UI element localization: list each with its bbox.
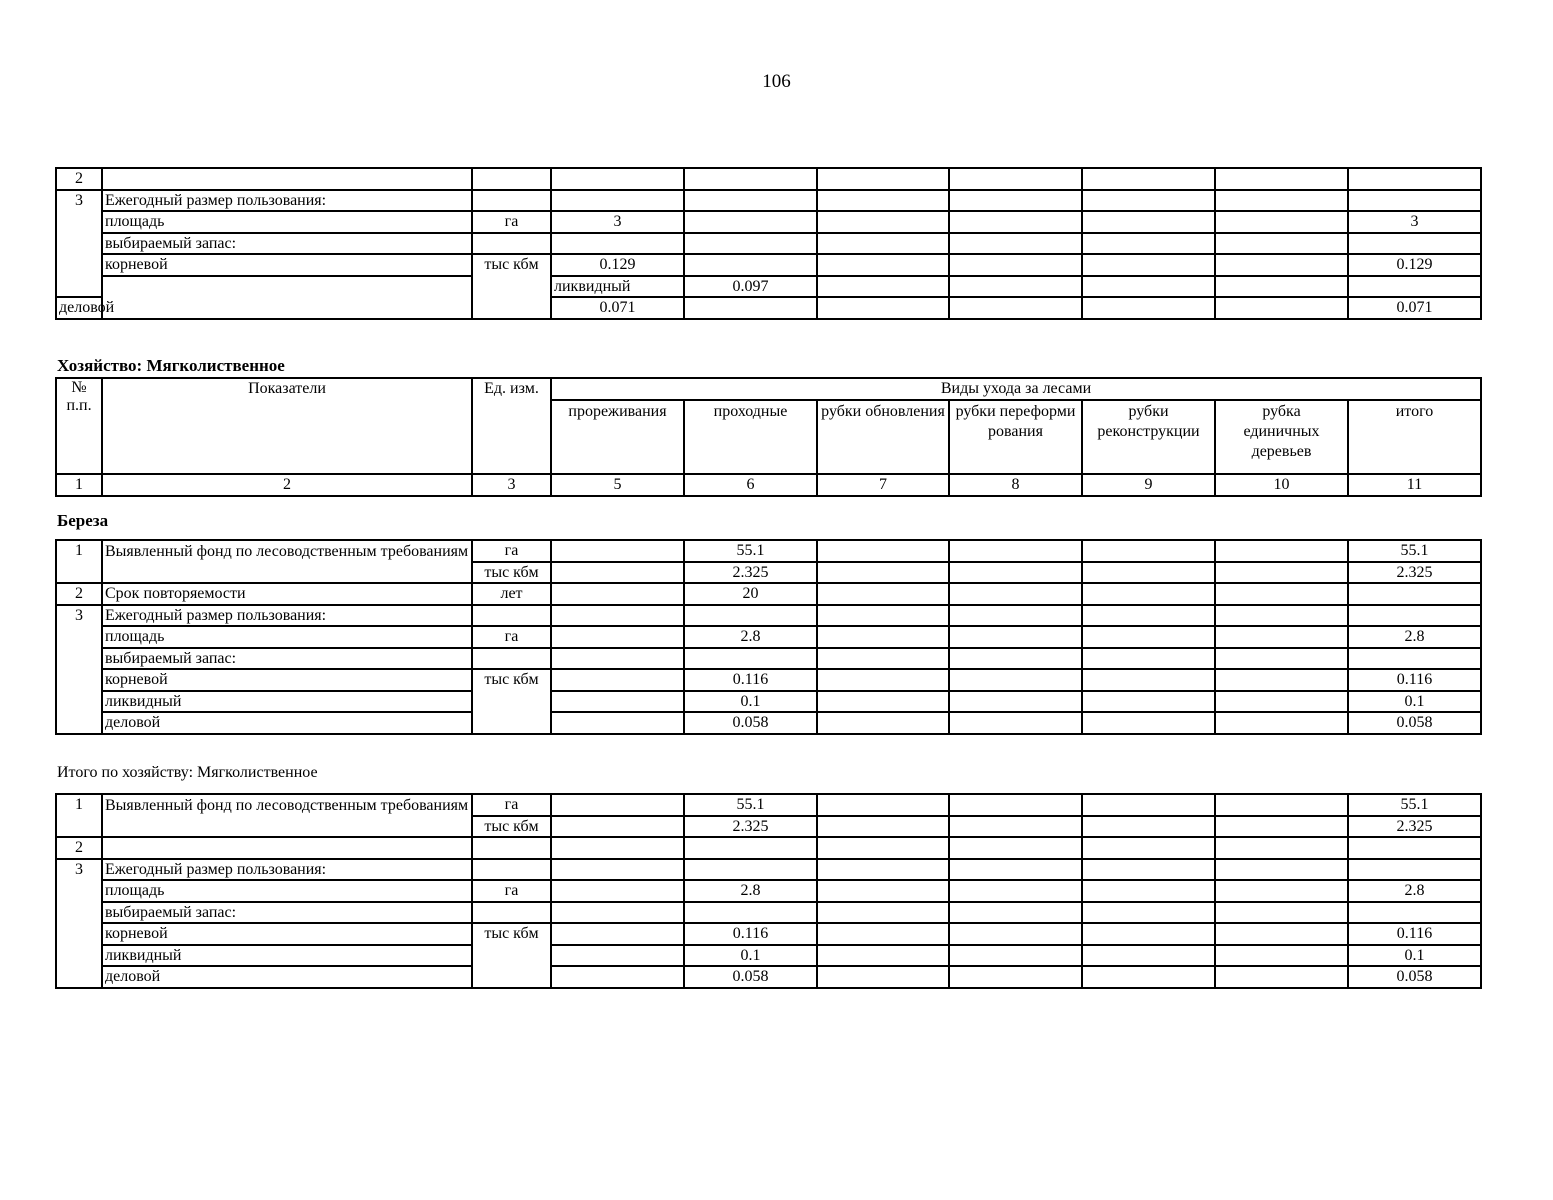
value-cell: 0.129 [551, 254, 684, 276]
table-row [56, 276, 1481, 298]
total-cell: 0.058 [1348, 712, 1481, 734]
value-cell: 3 [551, 211, 684, 233]
column-number: 10 [1215, 474, 1348, 496]
total-cell: 2.325 [1348, 562, 1481, 584]
indicator-label: выбираемый запас: [102, 902, 472, 924]
table-row [56, 945, 1481, 967]
header-table [55, 377, 1482, 497]
table-row [56, 190, 1481, 212]
value-cell: 0.058 [684, 712, 817, 734]
header-subcol: рубки переформирования [949, 400, 1082, 474]
row-number: 2 [56, 168, 102, 190]
table-row [56, 254, 1481, 276]
table-row [56, 211, 1481, 233]
value-cell: 20 [684, 583, 817, 605]
indicator-label: Ежегодный размер пользования: [102, 859, 472, 881]
indicator-label: Ежегодный размер пользования: [102, 190, 472, 212]
indicator-label: ликвидный [551, 276, 684, 298]
column-number: 1 [56, 474, 102, 496]
indicator-label: корневой [102, 254, 472, 276]
table-row [56, 583, 1481, 605]
unit-cell: тыс кбм [472, 923, 551, 988]
header-subcol: прореживания [551, 400, 684, 474]
table-row [56, 837, 1481, 859]
value-cell: 0.097 [684, 276, 817, 298]
table-row [56, 233, 1481, 255]
indicator-label: ликвидный [102, 691, 472, 713]
value-cell: 0.1 [684, 945, 817, 967]
table-row [56, 669, 1481, 691]
value-cell: 0.116 [684, 923, 817, 945]
row-number: 2 [56, 837, 102, 859]
row-number: 1 [56, 540, 102, 583]
header-subcol: проходные [684, 400, 817, 474]
indicator-label: площадь [102, 880, 472, 902]
total-cell: 0.116 [1348, 923, 1481, 945]
indicator-label: деловой [102, 966, 472, 988]
total-cell: 55.1 [1348, 540, 1481, 562]
table-row [56, 923, 1481, 945]
column-number: 3 [472, 474, 551, 496]
row-number: 3 [56, 605, 102, 734]
table-row [56, 880, 1481, 902]
value-cell: 0.1 [684, 691, 817, 713]
table-row [56, 712, 1481, 734]
table-row [56, 691, 1481, 713]
top-table [55, 167, 1482, 320]
unit-cell: га [472, 880, 551, 902]
unit-cell: тыс кбм [472, 562, 551, 584]
row-number: 3 [56, 859, 102, 988]
indicator-label: Выявленный фонд по лесоводственным требованиям [102, 540, 472, 583]
birch-table [55, 539, 1482, 735]
value-cell: 2.8 [684, 626, 817, 648]
unit-cell: га [472, 211, 551, 233]
total-cell: 2.8 [1348, 880, 1481, 902]
row-number: 2 [56, 583, 102, 605]
header-num: № п.п. [56, 378, 102, 474]
unit-cell: га [472, 540, 551, 562]
total-table [55, 793, 1482, 989]
header-unit: Ед. изм. [472, 378, 551, 474]
value-cell: 2.325 [684, 562, 817, 584]
unit-cell: тыс кбм [472, 254, 551, 319]
unit-cell: га [472, 794, 551, 816]
header-subcol: рубки реконструкции [1082, 400, 1215, 474]
table-row [56, 859, 1481, 881]
header-subcol: итого [1348, 400, 1481, 474]
header-row [56, 378, 1481, 400]
row-number: 1 [56, 794, 102, 837]
column-number: 7 [817, 474, 949, 496]
value-cell: 55.1 [684, 540, 817, 562]
indicator-label: Срок повторяемости [102, 583, 472, 605]
table-row [56, 605, 1481, 627]
table-row [56, 626, 1481, 648]
indicator-label: деловой [56, 297, 102, 319]
table-row [56, 168, 1481, 190]
total-cell: 0.116 [1348, 669, 1481, 691]
total-cell: 0.058 [1348, 966, 1481, 988]
unit-cell: тыс кбм [472, 669, 551, 734]
indicator-label: площадь [102, 626, 472, 648]
column-number: 11 [1348, 474, 1481, 496]
column-number: 8 [949, 474, 1082, 496]
total-title: Итого по хозяйству: Мягколиственное [57, 764, 318, 781]
header-group: Виды ухода за лесами [551, 378, 1481, 400]
total-cell: 0.071 [1348, 297, 1481, 319]
column-number: 5 [551, 474, 684, 496]
indicator-label: площадь [102, 211, 472, 233]
header-indicators: Показатели [102, 378, 472, 474]
page-number: 106 [762, 71, 791, 92]
indicator-label: ликвидный [102, 945, 472, 967]
indicator-label: корневой [102, 669, 472, 691]
header-subcol: рубки обновления [817, 400, 949, 474]
value-cell: 2.8 [684, 880, 817, 902]
table-row [56, 648, 1481, 670]
unit-cell: га [472, 626, 551, 648]
total-cell: 2.8 [1348, 626, 1481, 648]
value-cell: 0.058 [684, 966, 817, 988]
table-row [56, 902, 1481, 924]
species-title: Береза [57, 511, 109, 530]
table-row [56, 966, 1481, 988]
header-subcol: рубка единичных деревьев [1215, 400, 1348, 474]
indicator-label: выбираемый запас: [102, 233, 472, 255]
row-number: 3 [56, 190, 102, 298]
header-number-row [56, 474, 1481, 496]
indicator-label: Ежегодный размер пользования: [102, 605, 472, 627]
total-cell: 3 [1348, 211, 1481, 233]
column-number: 6 [684, 474, 817, 496]
indicator-label: выбираемый запас: [102, 648, 472, 670]
unit-cell: тыс кбм [472, 816, 551, 838]
indicator-label: корневой [102, 923, 472, 945]
total-cell: 0.1 [1348, 945, 1481, 967]
table-row [56, 540, 1481, 562]
total-cell: 0.129 [1348, 254, 1481, 276]
value-cell: 0.071 [551, 297, 684, 319]
table-row [56, 794, 1481, 816]
indicator-label: деловой [102, 712, 472, 734]
column-number: 2 [102, 474, 472, 496]
section-title: Хозяйство: Мягколиственное [57, 356, 285, 375]
value-cell: 55.1 [684, 794, 817, 816]
total-cell: 2.325 [1348, 816, 1481, 838]
value-cell: 0.116 [684, 669, 817, 691]
indicator-label: Выявленный фонд по лесоводственным требованиям [102, 794, 472, 837]
value-cell: 2.325 [684, 816, 817, 838]
unit-cell: лет [472, 583, 551, 605]
total-cell: 0.1 [1348, 691, 1481, 713]
total-cell: 55.1 [1348, 794, 1481, 816]
column-number: 9 [1082, 474, 1215, 496]
